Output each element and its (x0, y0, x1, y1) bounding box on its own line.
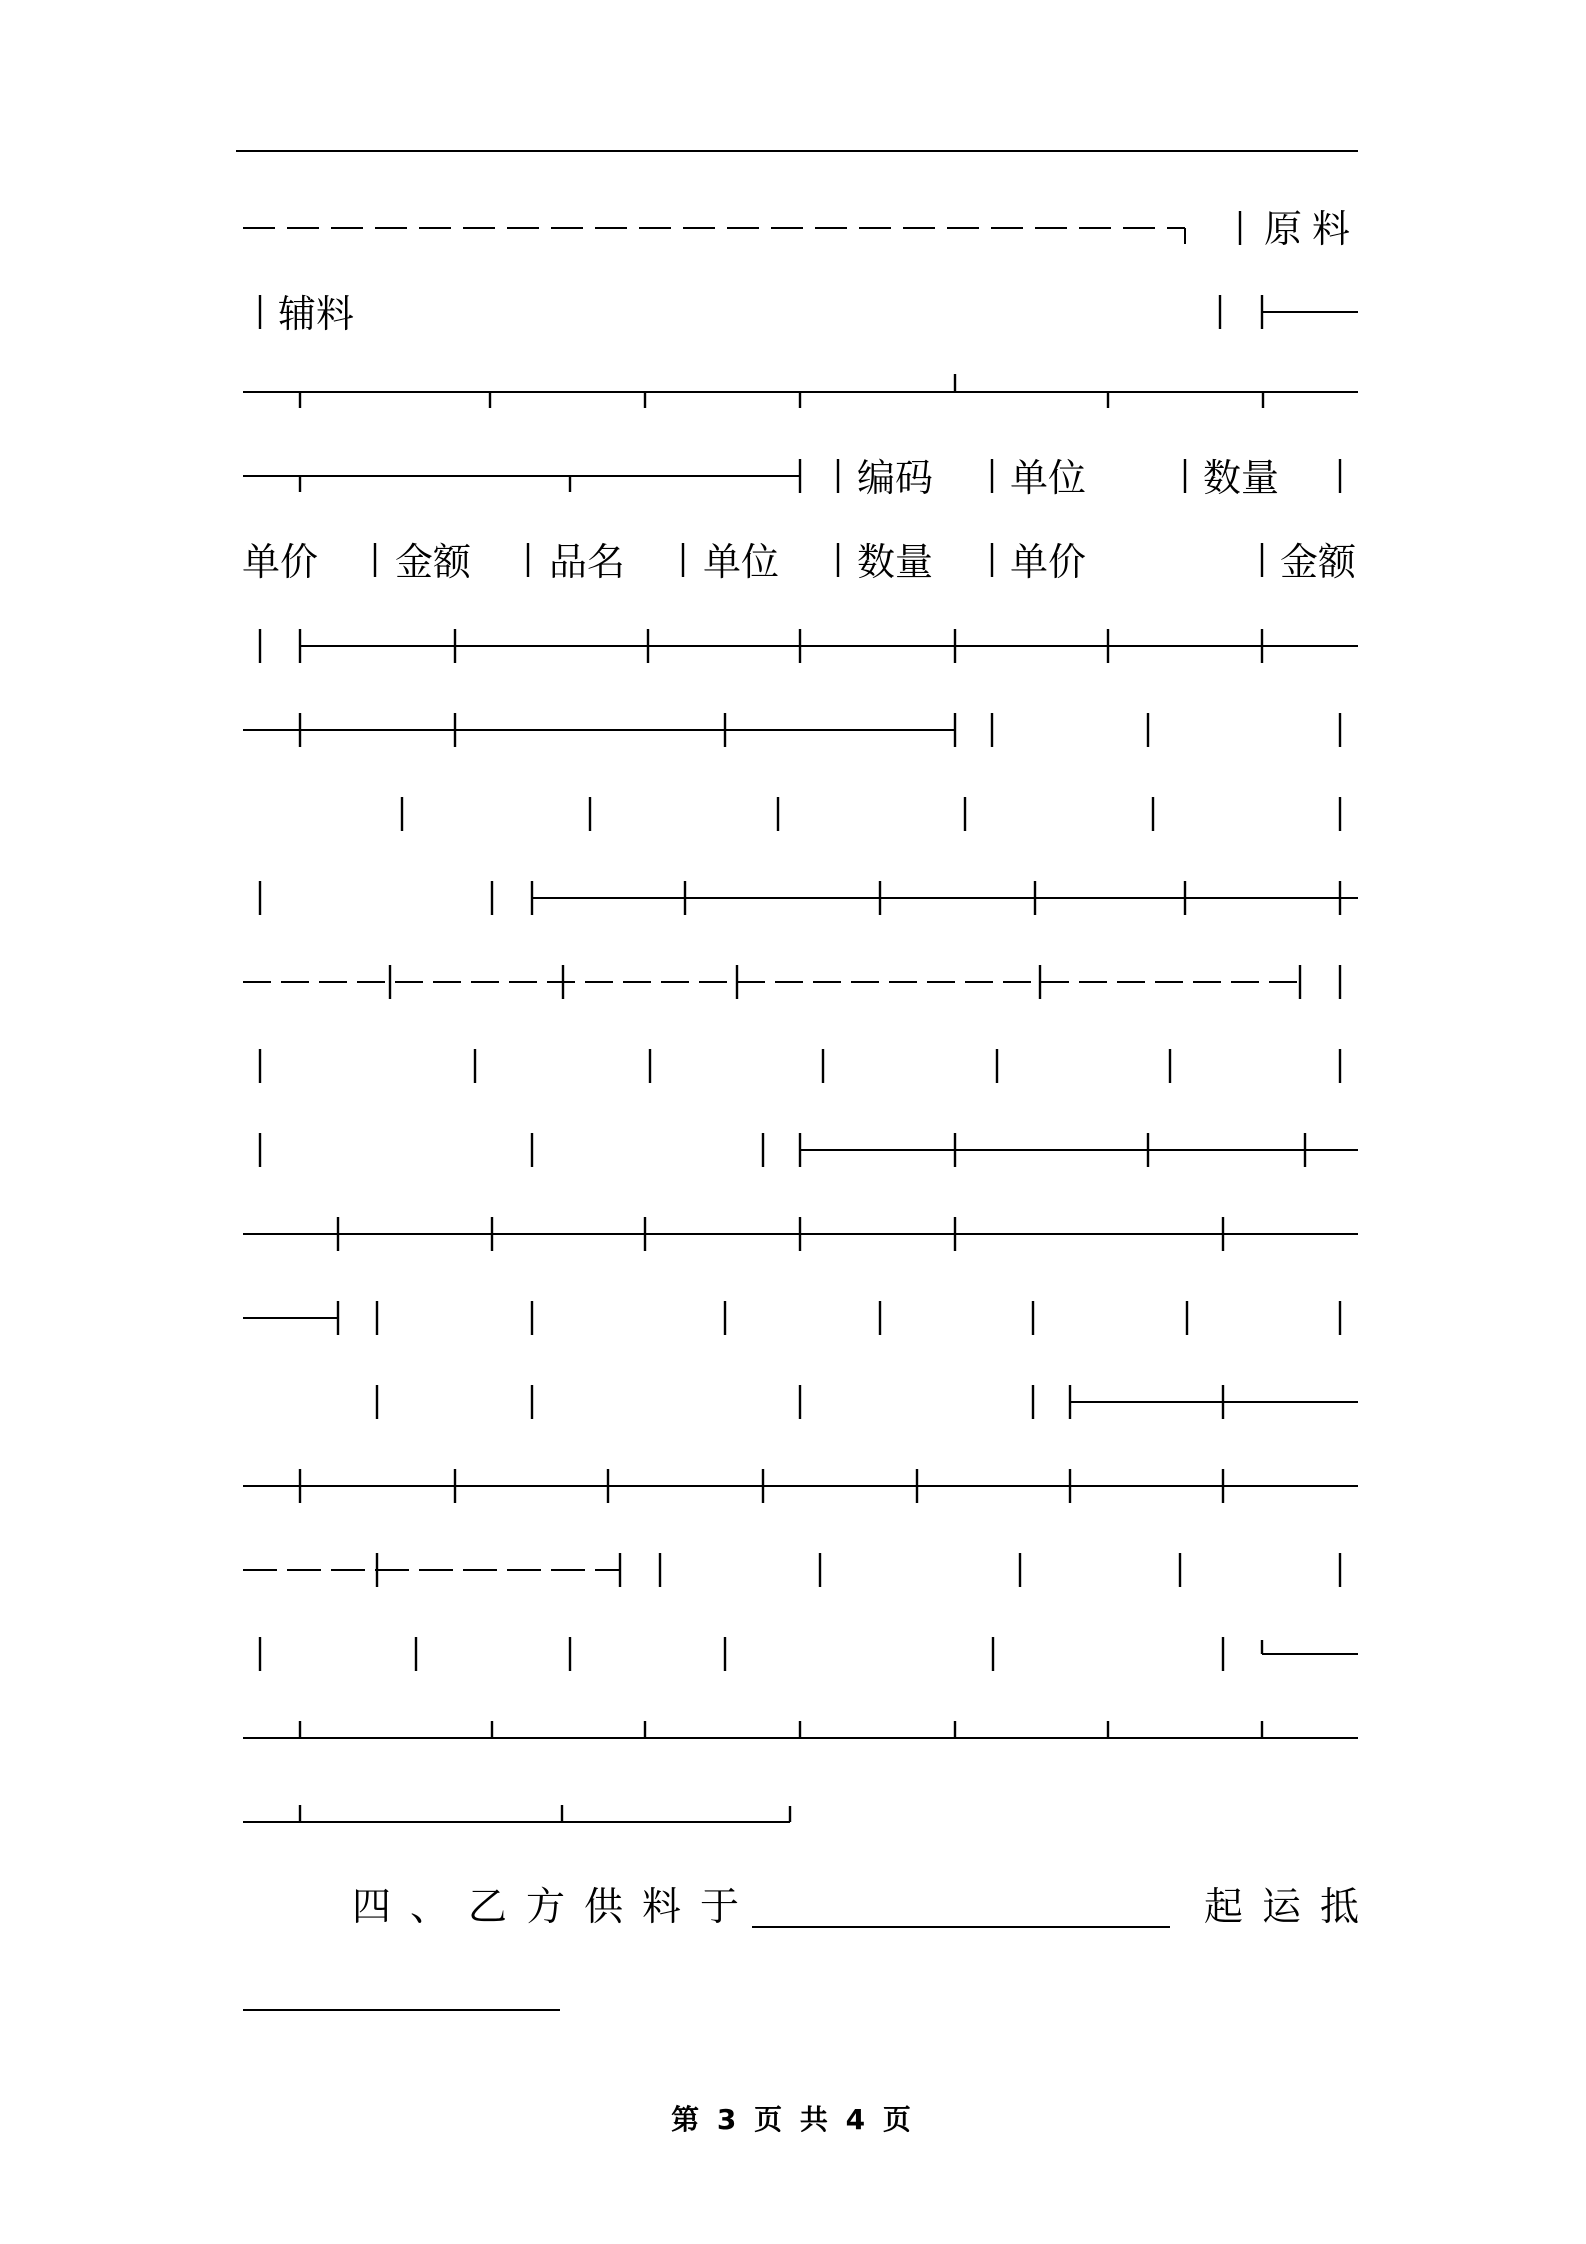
clause4-text-end: 起运抵 (1204, 1885, 1379, 1930)
header-price-a: 单价 (242, 540, 319, 584)
label-fuliao: 辅料 (278, 292, 355, 336)
header-qty-a: 数量 (1203, 456, 1280, 500)
header-unit-a: 单位 (1010, 456, 1087, 500)
header-amount-a: 金额 (395, 540, 472, 584)
header-unit-b: 单位 (703, 540, 780, 584)
clause4-text: 四、乙方供料于 (352, 1885, 759, 1930)
header-price-b: 单价 (1010, 540, 1087, 584)
page-footer: 第 3 页 共 4 页 (671, 2103, 915, 2136)
header-qty-b: 数量 (857, 540, 934, 584)
header-code: 编码 (857, 456, 934, 500)
header-name: 品名 (549, 540, 626, 584)
label-yuanliao: 原料 (1264, 207, 1361, 251)
header-amount-b: 金额 (1280, 540, 1357, 584)
